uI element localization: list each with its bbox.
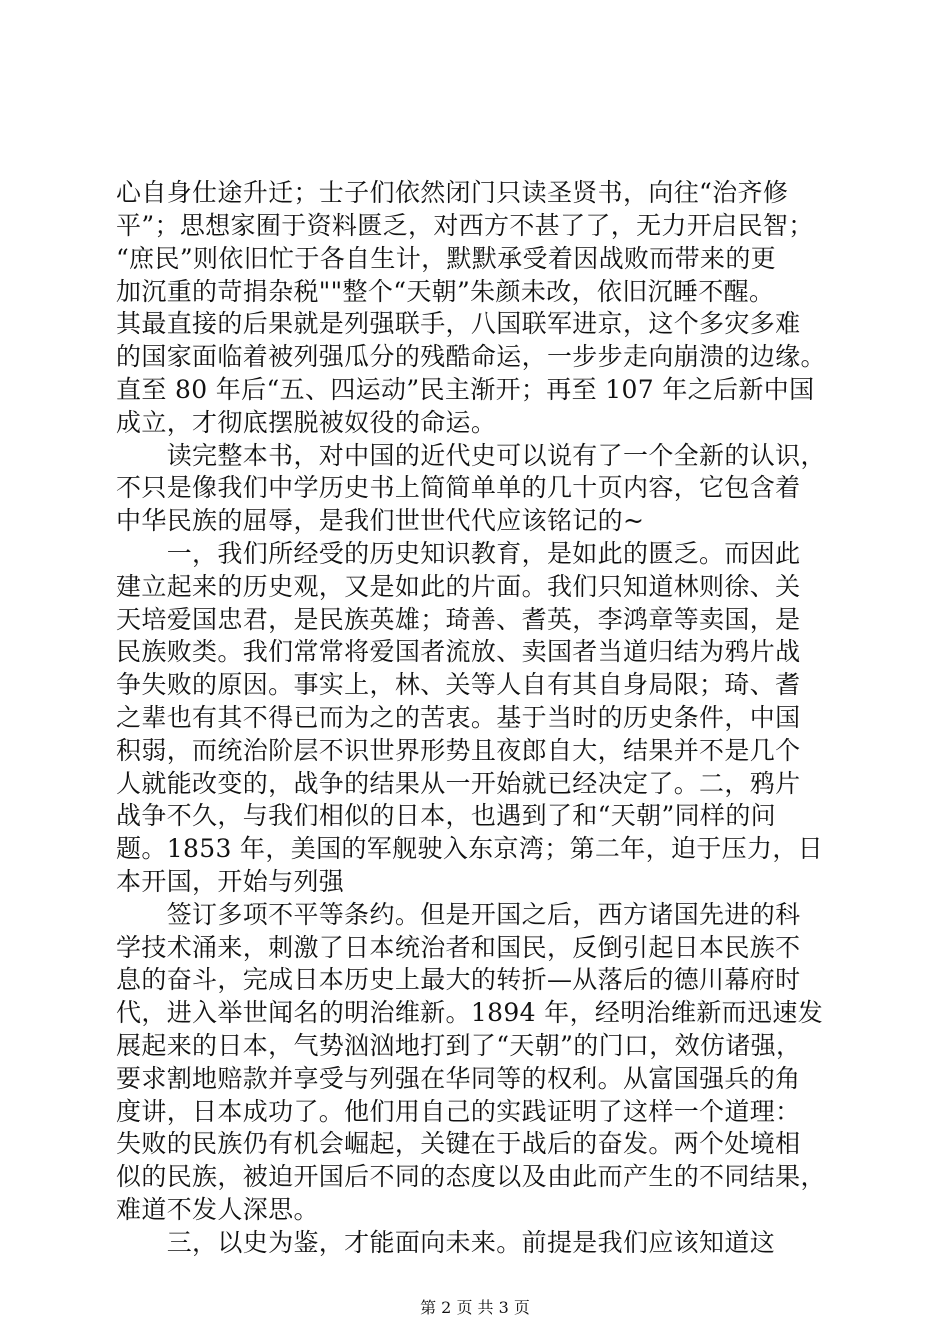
text-line: 人就能改变的，战争的结果从一开始就已经决定了。二，鸦片 [116, 769, 801, 798]
text-line: 的国家面临着被列强瓜分的残酷命运，一步步走向崩溃的边缘。 [116, 342, 826, 371]
text-line: 建立起来的历史观，又是如此的片面。我们只知道林则徐、关 [116, 572, 801, 601]
text-line: 直至 80 年后“五、四运动”民主渐开；再至 107 年之后新中国 [116, 375, 815, 404]
text-line: “庶民”则依旧忙于各自生计，默默承受着因战败而带来的更 [116, 244, 777, 273]
text-line: 天培爱国忠君，是民族英雄；琦善、耆英，李鸿章等卖国，是 [116, 605, 801, 634]
text-line: 之辈也有其不得已而为之的苦衷。基于当时的历史条件，中国 [116, 703, 801, 732]
text-line: 题。1853 年，美国的军舰驶入东京湾；第二年，迫于压力，日 [116, 834, 824, 863]
text-line: 息的奋斗，完成日本历史上最大的转折—从落后的德川幕府时 [116, 965, 801, 994]
text-line: 积弱，而统治阶层不识世界形势且夜郎自大，结果并不是几个 [116, 736, 801, 765]
text-line: 难道不发人深思。 [116, 1195, 319, 1224]
text-line: 一，我们所经受的历史知识教育，是如此的匮乏。而因此 [116, 539, 801, 568]
text-line: 争失败的原因。事实上，林、关等人自有其自身局限；琦、耆 [116, 670, 801, 699]
text-line: 展起来的日本，气势汹汹地打到了“天朝”的门口，效仿诸强， [116, 1031, 802, 1060]
text-line: 中华民族的屈辱，是我们世世代代应该铭记的~ [116, 506, 645, 535]
text-line: 不只是像我们中学历史书上简简单单的几十页内容，它包含着 [116, 473, 801, 502]
text-line: 心自身仕途升迁；士子们依然闭门只读圣贤书，向往“治齐修 [116, 178, 789, 207]
text-line: 似的民族，被迫开国后不同的态度以及由此而产生的不同结果， [116, 1162, 826, 1191]
text-line: 三，以史为鉴，才能面向未来。前提是我们应该知道这 [116, 1228, 776, 1257]
text-line: 签订多项不平等条约。但是开国之后，西方诸国先进的科 [116, 900, 801, 929]
text-line: 其最直接的后果就是列强联手，八国联军进京，这个多灾多难 [116, 309, 801, 338]
text-line: 平”；思想家囿于资料匮乏，对西方不甚了了，无力开启民智； [116, 211, 814, 240]
text-line: 代，进入举世闻名的明治维新。1894 年，经明治维新而迅速发 [116, 998, 824, 1027]
text-line: 成立，才彻底摆脱被奴役的命运。 [116, 408, 497, 437]
text-line: 失败的民族仍有机会崛起，关键在于战后的奋发。两个处境相 [116, 1129, 801, 1158]
text-line: 读完整本书，对中国的近代史可以说有了一个全新的认识， [116, 441, 826, 470]
text-line: 本开国，开始与列强 [116, 867, 345, 896]
text-line: 民族败类。我们常常将爱国者流放、卖国者当道归结为鸦片战 [116, 637, 801, 666]
text-line: 要求割地赔款并享受与列强在华同等的权利。从富国强兵的角 [116, 1064, 801, 1093]
text-line: 度讲，日本成功了。他们用自己的实践证明了这样一个道理： [116, 1097, 801, 1126]
text-line: 战争不久，与我们相似的日本，也遇到了和“天朝”同样的问 [116, 801, 777, 830]
page-footer: 第 2 页 共 3 页 [420, 1298, 530, 1317]
text-line: 学技术涌来，刺激了日本统治者和国民，反倒引起日本民族不 [116, 933, 801, 962]
text-line: 加沉重的苛捐杂税""整个“天朝”朱颜未改，依旧沉睡不醒。 [116, 277, 775, 306]
